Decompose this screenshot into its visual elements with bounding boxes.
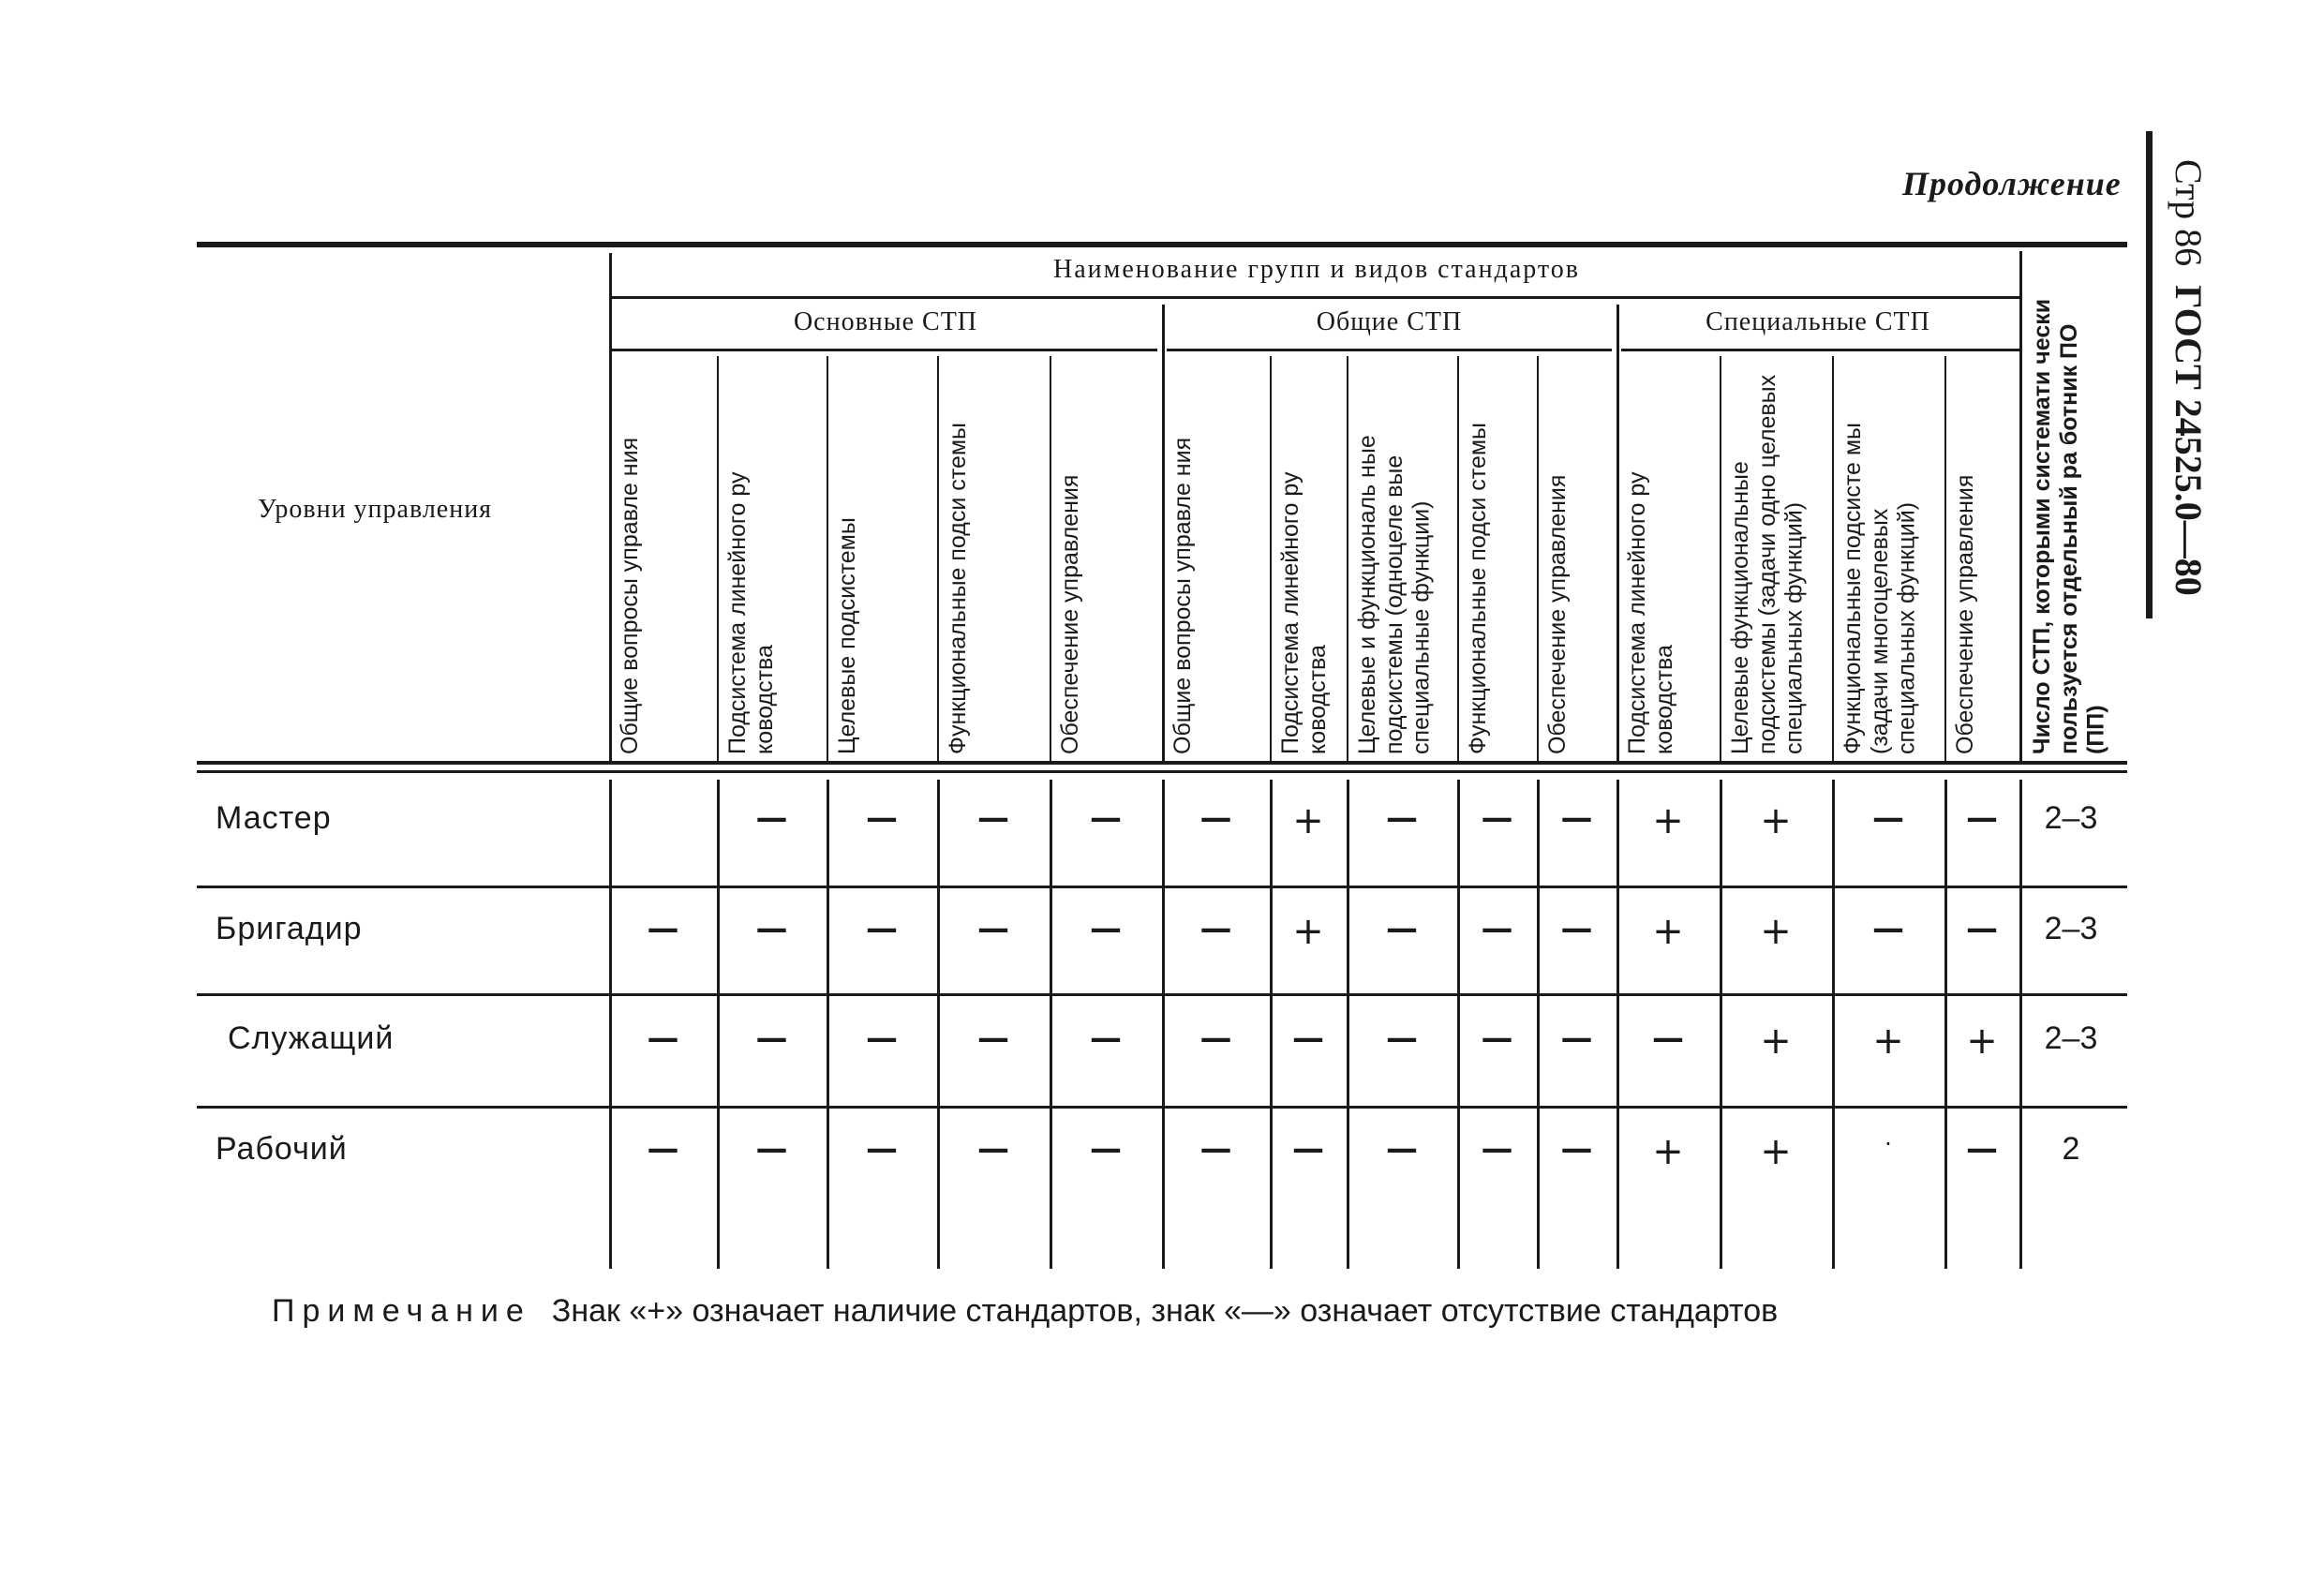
row-total: 2: [2062, 1131, 2080, 1167]
table-cell-mark: —: [1872, 799, 1904, 837]
table-cell-mark: —: [977, 1020, 1009, 1057]
table-cell-mark: +: [1652, 910, 1684, 953]
column-header: Обеспечение управления: [1057, 474, 1083, 754]
table-cell-mark: —: [1090, 1020, 1122, 1057]
table-cell-mark: —: [1090, 1130, 1122, 1168]
table-cell-mark: —: [1560, 1020, 1593, 1057]
group-header-special: Специальные СТП: [1706, 307, 1930, 336]
group-rule-general: [1167, 349, 1612, 351]
table-cell-mark: +: [1966, 1020, 1998, 1063]
running-header: [2168, 159, 2210, 596]
group-divider: [1616, 305, 1619, 764]
group-rule-basic: [609, 349, 1157, 351]
table-cell-mark: —: [1481, 799, 1513, 837]
row-total: 2–3: [2044, 800, 2098, 836]
row-total: 2–3: [2044, 1020, 2098, 1056]
table-cell-mark: —: [1199, 799, 1232, 837]
table-cell-mark: —: [755, 910, 788, 947]
column-divider: [717, 356, 719, 761]
footnote-label: Примечание: [272, 1293, 531, 1329]
table-cell-mark: —: [1481, 1020, 1513, 1057]
table-cell-mark: —: [647, 910, 679, 947]
row-total: 2–3: [2044, 911, 2098, 946]
table-cell-mark: —: [866, 799, 898, 837]
title-rule: [609, 296, 2019, 299]
footnote: [272, 1293, 1778, 1330]
table-cell-mark: +: [1652, 799, 1684, 842]
table-top-rule: [197, 242, 2127, 247]
table-cell-mark: —: [1560, 799, 1593, 837]
column-header: Обеспечение управления: [1544, 474, 1571, 754]
table-cell-mark: —: [647, 1130, 679, 1168]
table-cell-mark: —: [866, 1020, 898, 1057]
group-rule-special: [1621, 349, 2019, 351]
column-header: Целевые и функциональ ные подсистемы (одноцеле вые специальные функции): [1354, 435, 1435, 754]
table-cell-mark: —: [755, 799, 788, 837]
column-header: Подсистема линейного ру ководства: [1624, 471, 1677, 754]
table-cell-mark: —: [866, 1130, 898, 1168]
table-cell-mark: —: [1560, 1130, 1593, 1168]
row-level-label: Рабочий: [216, 1131, 348, 1167]
table-cell-mark: +: [1872, 1020, 1904, 1063]
table-cell-mark: —: [1560, 910, 1593, 947]
group-divider: [1162, 305, 1165, 764]
header-bottom-rule-2: [197, 770, 2127, 773]
group-header-general: Общие СТП: [1316, 307, 1463, 336]
table-cell-mark: +: [1760, 1020, 1792, 1063]
column-header: Функциональные подси стемы: [1465, 422, 1491, 754]
column-header: Целевые функциональные подсистемы (задачи одно целевых специальных функций): [1727, 374, 1808, 754]
table-cell-mark: —: [977, 910, 1009, 947]
table-cell-mark: —: [755, 1130, 788, 1168]
column-header: Функциональные подси стемы: [945, 422, 971, 754]
column-divider: [1270, 356, 1272, 761]
total-column-rule: [2019, 251, 2022, 765]
table-cell-mark: —: [977, 799, 1009, 837]
table-cell-mark: —: [1652, 1020, 1684, 1057]
table-cell-mark: —: [1199, 910, 1232, 947]
column-divider: [827, 356, 828, 761]
table-cell-mark: +: [1292, 910, 1324, 953]
row-level-label: Мастер: [216, 800, 332, 836]
column-header: Общие вопросы управле ния: [1169, 437, 1196, 754]
column-header: Обеспечение управления: [1952, 474, 1978, 754]
continuation-label: Продолжение: [1902, 165, 2122, 202]
table-cell-mark: —: [1292, 1020, 1324, 1057]
table-cell-mark: —: [1090, 910, 1122, 947]
table-cell-mark: —: [647, 1020, 679, 1057]
group-header-basic: Основные СТП: [793, 307, 978, 336]
column-divider: [1347, 356, 1348, 761]
table-cell-mark: —: [1966, 910, 1998, 947]
column-header: Общие вопросы управле ния: [617, 437, 643, 754]
column-divider: [1720, 356, 1721, 761]
table-cell-mark: —: [1199, 1020, 1232, 1057]
column-divider: [937, 356, 939, 761]
table-title: Наименование групп и видов стандартов: [1053, 255, 1580, 284]
table-cell-mark: +: [1292, 799, 1324, 842]
column-divider: [1832, 356, 1834, 761]
table-cell-mark: —: [1966, 799, 1998, 837]
table-cell-mark: +: [1760, 1130, 1792, 1173]
table-cell-mark: —: [1481, 910, 1513, 947]
table-cell-mark: —: [1966, 1130, 1998, 1168]
table-cell-mark: +: [1760, 910, 1792, 953]
table-cell-mark: +: [1760, 799, 1792, 842]
column-header: Функциональные подсисте мы (задачи многоцелевых специальных функций): [1840, 422, 1920, 754]
table-cell-mark: —: [1292, 1130, 1324, 1168]
column-divider: [1050, 356, 1051, 761]
table-cell-mark: —: [755, 1020, 788, 1057]
column-header: Подсистема линейного ру ководства: [724, 471, 778, 754]
table-cell-mark: —: [1481, 1130, 1513, 1168]
table-cell-mark: —: [1872, 910, 1904, 947]
column-header: Целевые подсистемы: [834, 517, 860, 754]
column-header-total: Число СТП, которыми системати чески пользуется отдельный ра ботник ПО (ПП): [2029, 298, 2109, 754]
column-header: Подсистема линейного ру ководства: [1277, 471, 1331, 754]
page-number: Стр 86: [2168, 159, 2210, 267]
row-level-label: Служащий: [228, 1020, 395, 1056]
table-cell-mark: +: [1652, 1130, 1684, 1173]
levels-header: Уровни управления: [258, 495, 493, 524]
standard-code: ГОСТ 24525.0—80: [2168, 285, 2210, 596]
table-cell-mark: —: [1090, 799, 1122, 837]
table-cell-mark: —: [1386, 910, 1418, 947]
margin-rule: [2146, 131, 2153, 618]
row-level-label: Бригадир: [216, 911, 363, 946]
table-cell-mark: —: [1386, 1020, 1418, 1057]
table-cell-mark: —: [866, 910, 898, 947]
footnote-text: Знак «+» означает наличие стандартов, знак «—» означает отсутствие стандартов: [551, 1293, 1779, 1329]
table-cell-mark: —: [1386, 799, 1418, 837]
column-divider: [1944, 356, 1946, 761]
table-cell-mark: —: [1199, 1130, 1232, 1168]
column-divider: [1457, 356, 1459, 761]
table-cell-mark: ·: [1885, 1131, 1892, 1157]
table-cell-mark: —: [1386, 1130, 1418, 1168]
table-cell-mark: —: [977, 1130, 1009, 1168]
column-divider: [1537, 356, 1539, 761]
